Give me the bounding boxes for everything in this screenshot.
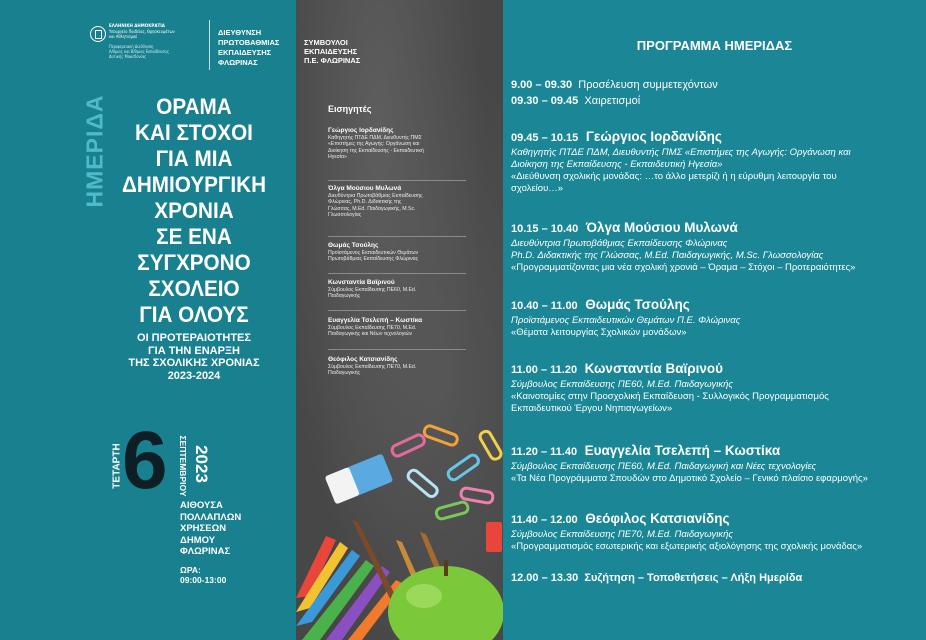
year-label: 2023 (192, 445, 211, 483)
speaker-card: Γεώργιος Ιορδανίδης Καθηγητής ΠΤΔΕ ΠΔΜ, Διευθυντής ΠΜΣ «Επιστήμες της Αγωγής: Οργάνωση και Διοίκηση της Εκπαίδευσης - Εκπαιδευτική Ηγεσία» (328, 126, 466, 160)
session-block (511, 296, 923, 339)
session-role: Διοίκηση της Εκπαίδευσης - Εκπαιδευτική Ηγεσία» (511, 159, 723, 170)
session-role: Καθηγητής ΠΤΔΕ ΠΔΜ, Διευθυντής ΠΜΣ «Επιστήμες της Αγωγής: Οργάνωση και (511, 147, 851, 158)
session-speaker: Κωνσταντία Βαϊρινού (584, 361, 723, 376)
session-speaker: Όλγα Μούσιου Μυλωνά (585, 220, 738, 235)
speaker-card: Όλγα Μούσιου Μυλωνά Διευθύντρια Πρωτοβάθμιας Εκπαίδευσης Φλώρινας, Ph.D. Διδακτικής της Γλώσσας, M.Ed. Παιδαγωγικής, M.Sc. Γλωσσολογίας (328, 184, 466, 218)
speakers-panel (296, 0, 503, 640)
greek-emblem-icon (90, 26, 106, 42)
ministry-line: ΕΛΛΗΝΙΚΗ ΔΗΜΟΚΡΑΤΙΑ (109, 24, 165, 29)
session-talk: «Προγραμματίζοντας μια νέα σχολική χρονιά – Όραμα – Στόχοι – Προτεραιότητες» (511, 262, 856, 273)
session-speaker: Ευαγγελία Τσελεπή – Κωστίκα (584, 443, 781, 458)
program-panel (503, 0, 926, 640)
session-speaker: Θεόφιλος Κατσιανίδης (585, 511, 730, 526)
speaker-card: Θεόφιλος Κατσιανίδης Σύμβουλος Εκπαίδευσης ΠΕ70, M.Ed. Παιδαγωγικής (328, 355, 466, 377)
day-number: 6 (122, 415, 168, 506)
session-talk: «Προγραμματισμός εσωτερικής και εξωτερικής αξιολόγησης της σχολικής μονάδας» (511, 541, 863, 552)
regional-line: Δυτικής Μακεδονίας (109, 54, 147, 59)
session-time: 10.15 – 10.40 (511, 223, 579, 235)
session-time: 11.20 – 11.40 (511, 446, 578, 458)
speaker-name: Θεόφιλος Κατσιανίδης (328, 356, 398, 363)
speaker-name: Θωμάς Τσούλης (328, 242, 379, 249)
advisors-label: ΣΥΜΒΟΥΛΟΙ ΕΚΠΑΙΔΕΥΣΗΣ Π.Ε. ΦΛΩΡΙΝΑΣ (304, 38, 361, 65)
speaker-card: Ευαγγελία Τσελεπή – Κωστίκα Σύμβουλος Εκπαίδευσης ΠΕ70, M.Ed. Παιδαγωγικής και Νέων τεχνολογιών (328, 316, 466, 338)
closing-line: 12.00 – 13.30 Συζήτηση – Τοποθετήσεις – Λήξη Ημερίδα (511, 572, 803, 584)
program-title: ΠΡΟΓΡΑΜΜΑ ΗΜΕΡΙΔΑΣ (636, 38, 793, 53)
speaker-name: Κωνσταντία Βαϊρινού (328, 279, 395, 286)
event-time: ΩΡΑ: 09:00-13:00 (180, 565, 227, 585)
session-time: 10.40 – 11.00 (511, 300, 578, 312)
left-panel (0, 0, 296, 640)
header-divider (209, 20, 210, 70)
session-talk: «Τα Νέα Προγράμματα Σπουδών στο Δημοτικό Σχολείο – Γενικό πλαίσιο εφαρμογής» (511, 473, 868, 484)
schedule-line: 9.00 – 09.30 Προσέλευση συμμετεχόντων (511, 79, 718, 91)
event-subtitle: ΟΙ ΠΡΟΤΕΡΑΙΟΤΗΤΕΣ ΓΙΑ ΤΗΝ ΕΝΑΡΞΗ ΤΗΣ ΣΧΟΛΙΚΗΣ ΧΡΟΝΙΑΣ 2023-2024 (128, 332, 260, 382)
weekday-label: ΤΕΤΑΡΤΗ (111, 443, 123, 489)
session-role: Σύμβουλος Εκπαίδευσης ΠΕ60, M.Ed. Παιδαγωγική και Νέες τεχνολογίες (511, 461, 817, 472)
session-role: Σύμβουλος Εκπαίδευσης ΠΕ60, M.Ed. Παιδαγωγικής (511, 379, 734, 390)
session-block (511, 360, 923, 415)
session-speaker: Γεώργιος Ιορδανίδης (585, 129, 722, 144)
speaker-name: Ευαγγελία Τσελεπή – Κωστίκα (328, 317, 423, 324)
speaker-card: Κωνσταντία Βαϊρινού Σύμβουλος Εκπαίδευσης ΠΕ60, M.Ed. Παιδαγωγικής (328, 278, 466, 300)
session-talk: «Θέματα λειτουργίας Σχολικών μονάδων» (511, 327, 687, 338)
regional-line: Α/θμιας και Β/θμιας Εκπαίδευσης (109, 49, 169, 54)
directorate-label: ΔΙΕΥΘΥΝΣΗ ΠΡΩΤΟΒΑΘΜΙΑΣ ΕΚΠΑΙΔΕΥΣΗΣ ΦΛΩΡΙΝΑΣ (218, 28, 280, 67)
speaker-card: Θωμάς Τσούλης Προϊστάμενος Εκπαιδευτικών Θεμάτων Πρωτοβάθμιας Εκπαίδευσης Φλώρινας (328, 241, 466, 263)
session-role: Ph.D. Διδακτικής της Γλώσσας, M.Ed. Παιδαγωγικής, M.Sc. Γλωσσολογίας (511, 250, 824, 261)
session-block (511, 442, 923, 485)
school-supplies-illustration (296, 0, 503, 640)
ministry-line: και Αθλητισμού (109, 34, 138, 39)
session-role: Σύμβουλος Εκπαίδευσης ΠΕ70, M.Ed. Παιδαγωγικής (511, 529, 734, 540)
schedule-line: 09.30 – 09.45 Χαιρετισμοί (511, 95, 641, 107)
vertical-event-word: ΗΜΕΡΙΔΑ (81, 94, 108, 208)
session-block (511, 128, 923, 195)
venue-label: ΑΙΘΟΥΣΑ ΠΟΛΛΑΠΛΩΝ ΧΡΗΣΕΩΝ ΔΗΜΟΥ ΦΛΩΡΙΝΑΣ (180, 500, 242, 557)
session-block (511, 219, 923, 274)
regional-line: Περιφερειακή Διεύθυνση (109, 44, 154, 49)
month-label: ΣΕΠΤΕΜΒΡΙΟΥ (178, 435, 188, 497)
session-talk: «Διεύθυνση σχολικής μονάδας: …το άλλο μετερίζι ή η εύρυθμη λειτουργία του (511, 171, 837, 182)
session-time: 09.45 – 10.15 (511, 132, 579, 144)
ministry-line: Υπουργείο Παιδείας, Θρησκευμάτων (109, 29, 175, 34)
speaker-name: Όλγα Μούσιου Μυλωνά (328, 185, 402, 192)
event-date (100, 415, 220, 506)
session-block (511, 510, 923, 553)
session-time: 11.40 – 12.00 (511, 514, 578, 526)
speaker-name: Γεώργιος Ιορδανίδης (328, 127, 394, 134)
session-talk: Εκπαιδευτικού Έργου Νηπιαγωγείων» (511, 403, 673, 414)
speakers-title: Εισηγητές (328, 104, 372, 114)
session-speaker: Θωμάς Τσούλης (585, 297, 690, 312)
session-role: Προϊστάμενος Εκπαιδευτικών Θεμάτων Π.Ε. Φλώρινας (511, 315, 741, 326)
session-time: 11.00 – 11.20 (511, 364, 578, 376)
session-role: Διευθύντρια Πρωτοβάθμιας Εκπαίδευσης Φλώρινας (511, 238, 728, 249)
session-talk: σχολείου…» (511, 183, 564, 194)
event-title: ΟΡΑΜΑ ΚΑΙ ΣΤΟΧΟΙ ΓΙΑ ΜΙΑ ΔΗΜΙΟΥΡΓΙΚΗ ΧΡΟΝΙΑ ΣΕ ΕΝΑ ΣΥΓΧΡΟΝΟ ΣΧΟΛΕΙΟ ΓΙΑ ΟΛΟΥΣ (121, 94, 267, 327)
session-talk: «Καινοτομίες στην Προσχολική Εκπαίδευση - Συλλογικός Προγραμματισμός (511, 391, 829, 402)
